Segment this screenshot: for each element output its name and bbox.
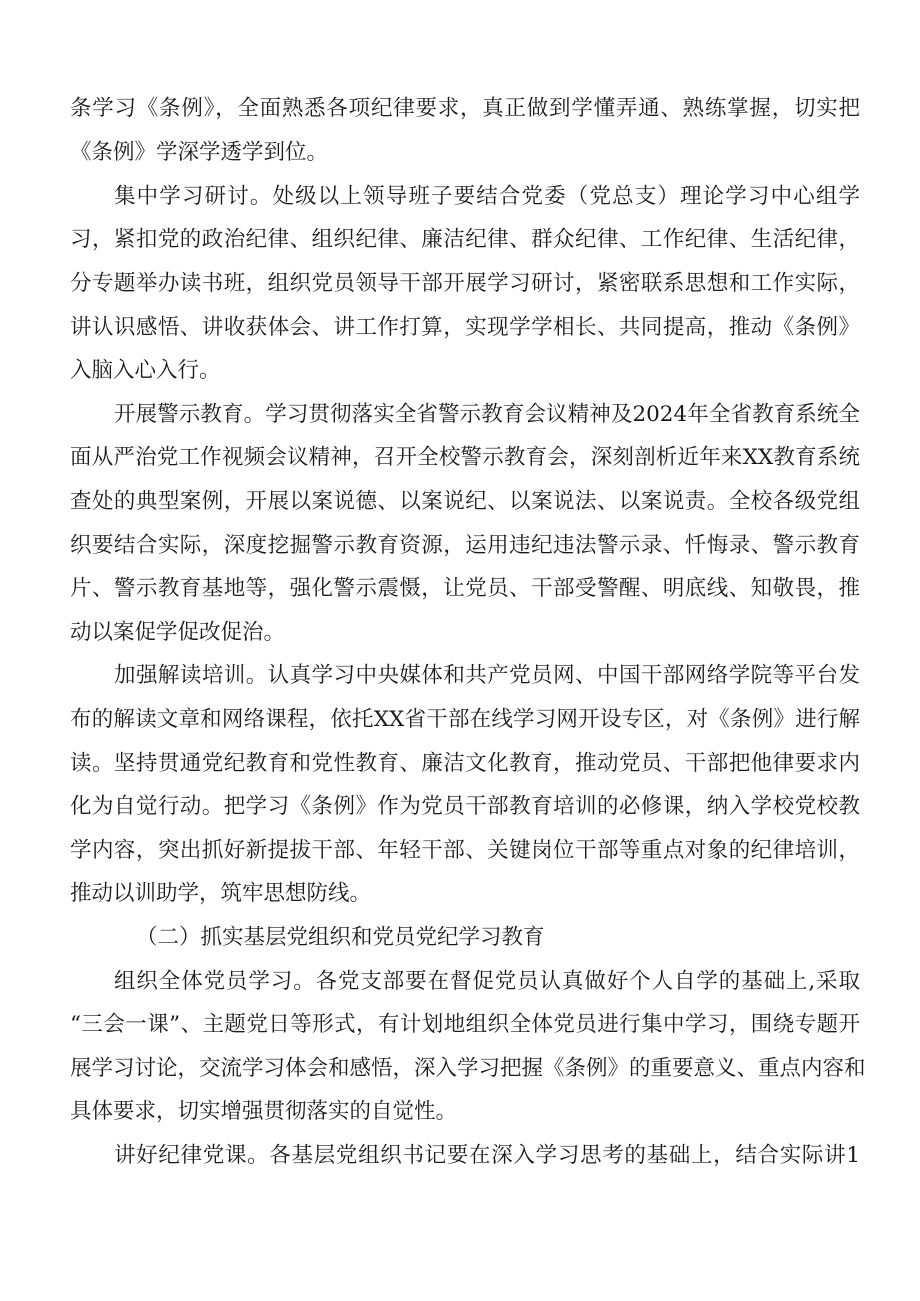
text-line: 展学习讨论，交流学习体会和感悟，深入学习把握《条例》的重要意义、重点内容和: [70, 1056, 866, 1081]
paragraph-first-line: 加强解读培训。认真学习中央媒体和共产党员网、中国干部网络学院等平台发: [114, 663, 860, 688]
text-line: 布的解读文章和网络课程，依托XX省干部在线学习网开设专区，对《条例》进行解: [70, 707, 860, 732]
text-line: 分专题举办读书班，组织党员领导干部开展学习研讨，紧密联系思想和工作实际，: [70, 271, 860, 296]
text-line: 片、警示教育基地等，强化警示震慑，让党员、干部受警醒、明底线、知敬畏，推: [70, 576, 860, 601]
text-line: 讲认识感悟、讲收获体会、讲工作打算，实现学学相长、共同提高，推动《条例》: [70, 315, 860, 340]
text-line: 查处的典型案例，开展以案说德、以案说纪、以案说法、以案说责。全校各级党组: [70, 489, 860, 514]
text-line: 推动以训助学，筑牢思想防线。: [70, 881, 372, 906]
text-line: 条学习《条例》，全面熟悉各项纪律要求，真正做到学懂弄通、熟练掌握，切实把: [70, 96, 860, 121]
paragraph-first-line: 讲好纪律党课。各基层党组织书记要在深入学习思考的基础上，结合实际讲1: [114, 1143, 860, 1168]
text-line: 入脑入心入行。: [70, 358, 221, 383]
text-line: 习，紧扣党的政治纪律、组织纪律、廉洁纪律、群众纪律、工作纪律、生活纪律，: [70, 227, 860, 252]
text-line: 《条例》学深学透学到位。: [70, 140, 329, 165]
text-line: 面从严治党工作视频会议精神，召开全校警示教育会，深刻剖析近年来XX教育系统: [70, 445, 860, 470]
text-line: 具体要求，切实增强贯彻落实的自觉性。: [70, 1099, 458, 1124]
paragraph-first-line: 开展警示教育。学习贯彻落实全省警示教育会议精神及2024年全省教育系统全: [114, 402, 860, 427]
text-line: “三会一课”、主题党日等形式，有计划地组织全体党员进行集中学习，围绕专题开: [70, 1012, 860, 1037]
paragraph-first-line: 集中学习研讨。处级以上领导班子要结合党委（党总支）理论学习中心组学: [114, 184, 860, 209]
text-line: 动以案促学促改促治。: [70, 620, 286, 645]
text-line: 学内容，突出抓好新提拔干部、年轻干部、关键岗位干部等重点对象的纪律培训，: [70, 838, 860, 863]
section-heading: （二）抓实基层党组织和党员党纪学习教育: [136, 925, 545, 950]
text-line: 读。坚持贯通党纪教育和党性教育、廉洁文化教育，推动党员、干部把他律要求内: [70, 751, 860, 776]
paragraph-first-line: 组织全体党员学习。各党支部要在督促党员认真做好个人自学的基础上,采取: [114, 969, 860, 994]
text-line: 织要结合实际，深度挖掘警示教育资源，运用违纪违法警示录、忏悔录、警示教育: [70, 533, 860, 558]
text-line: 化为自觉行动。把学习《条例》作为党员干部教育培训的必修课，纳入学校党校教: [70, 794, 860, 819]
